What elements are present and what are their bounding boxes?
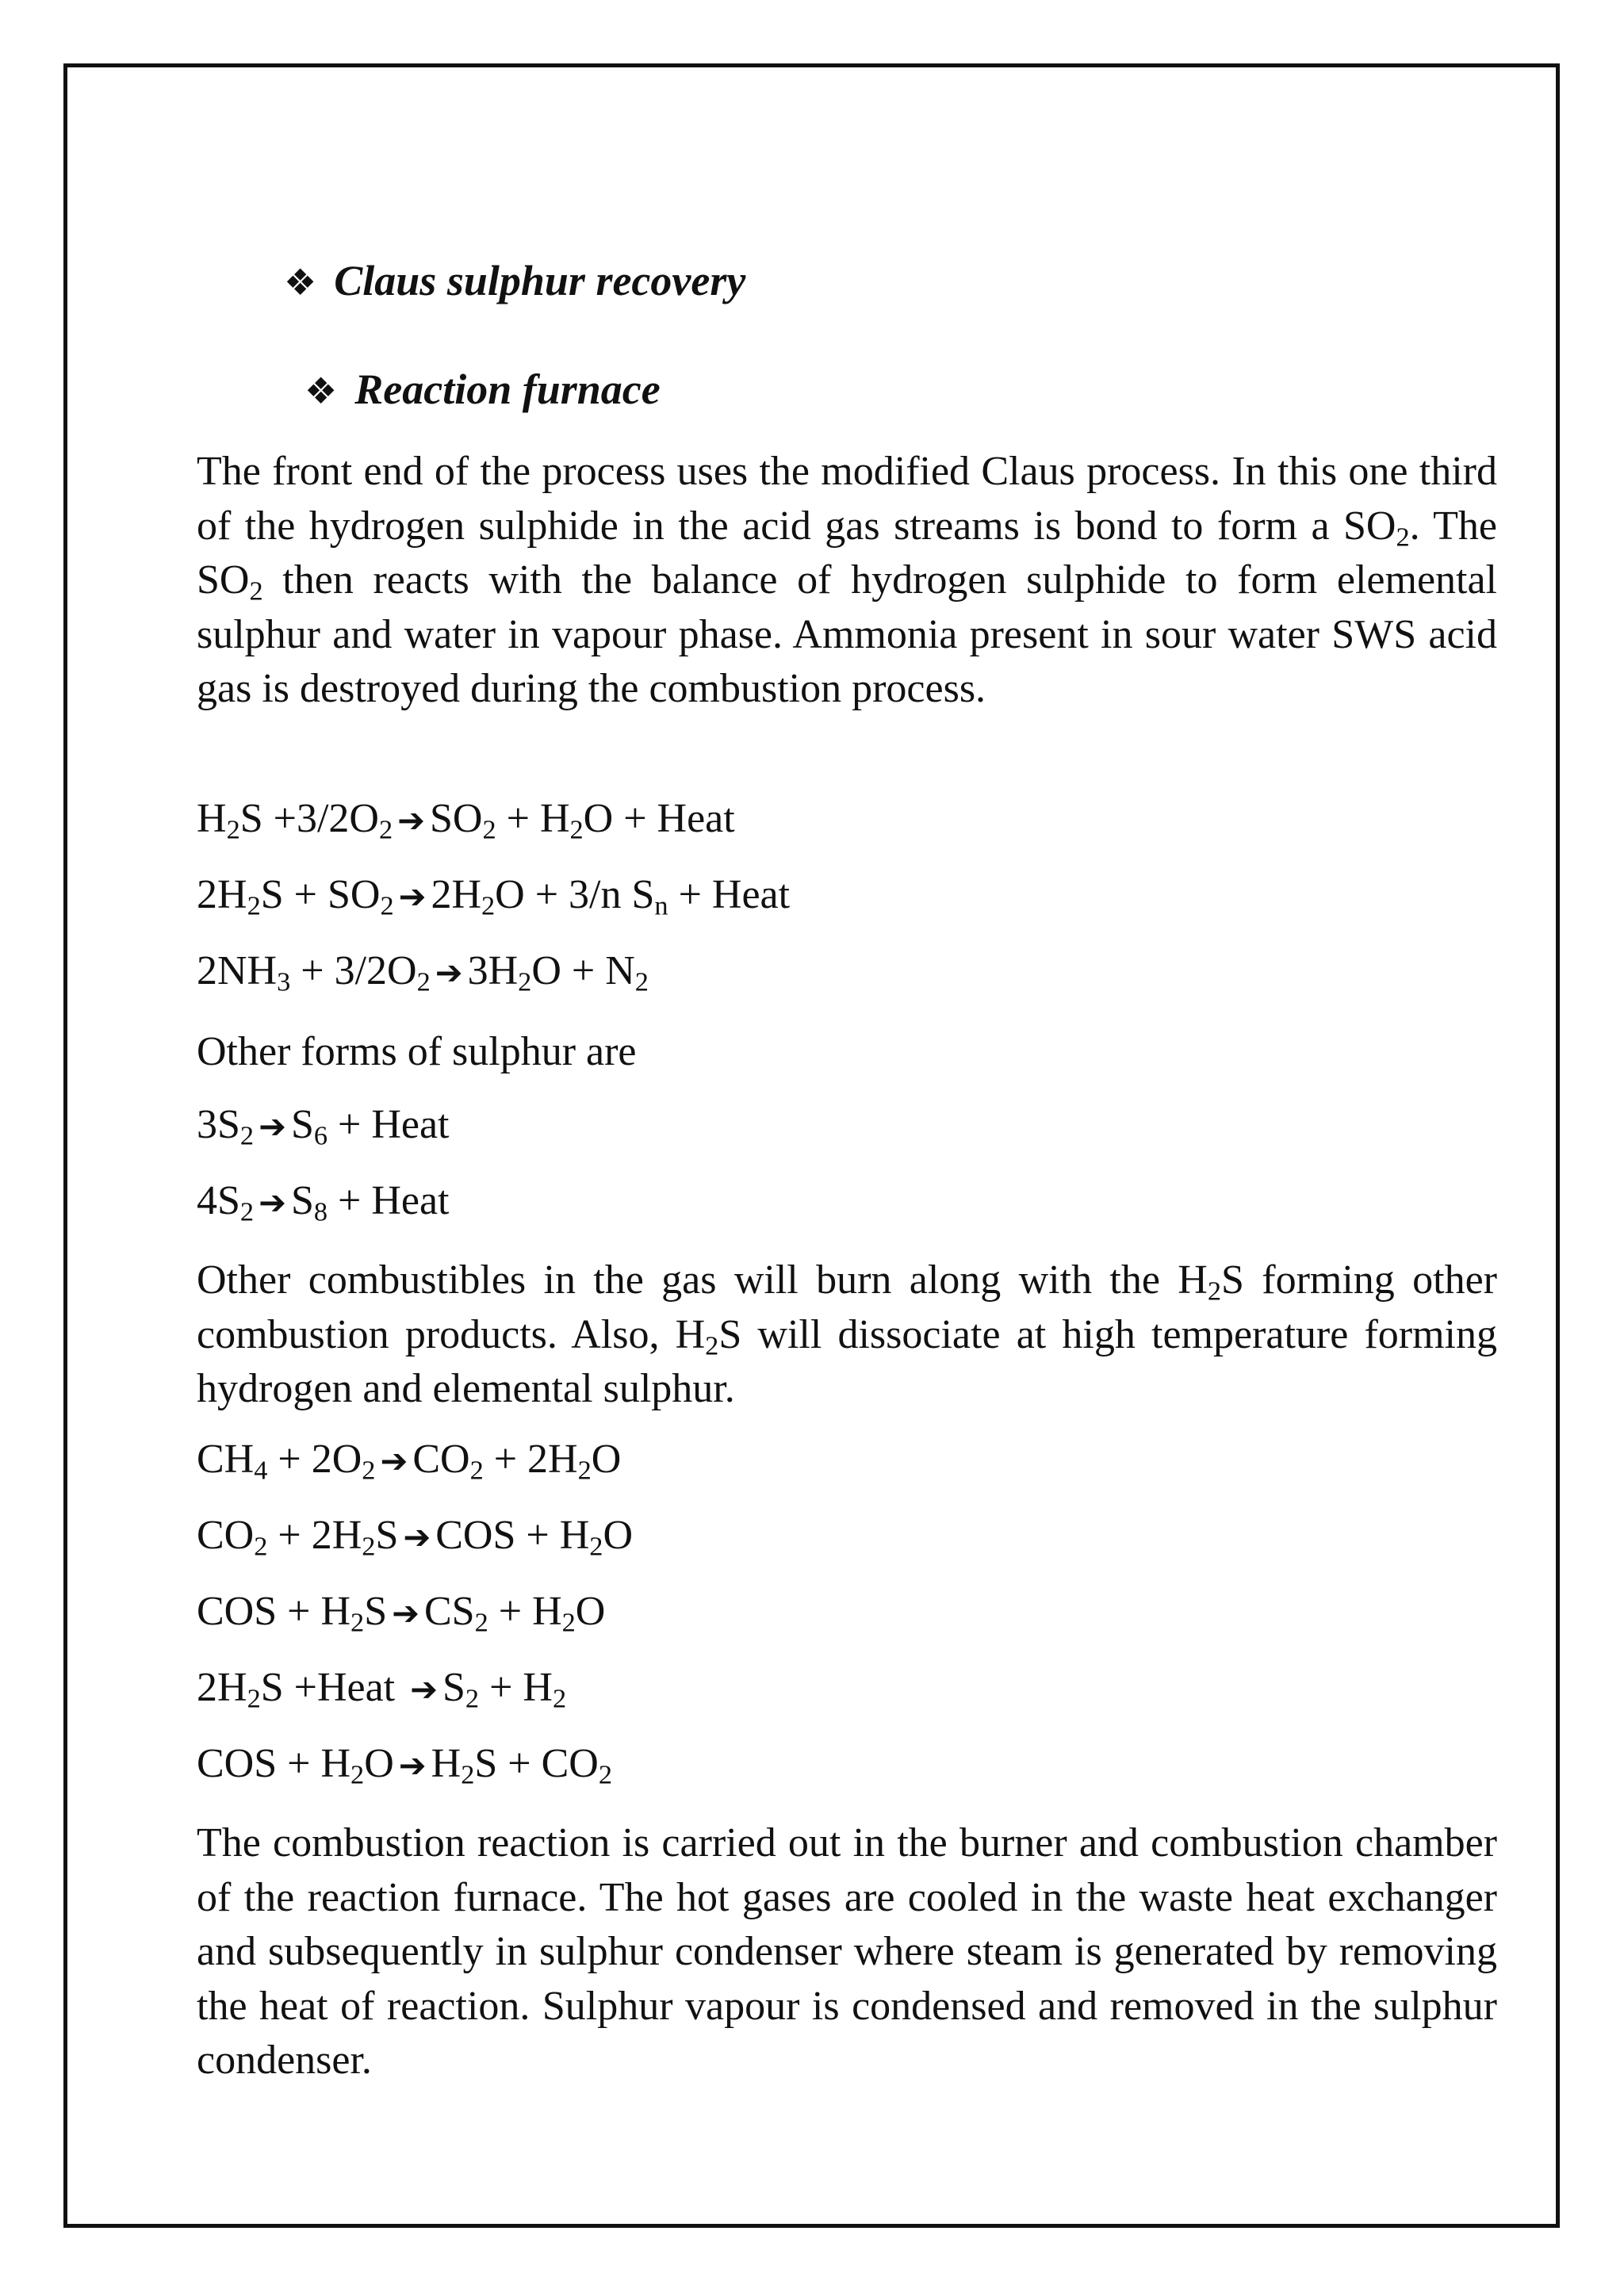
equation-text: + 2H <box>267 1513 362 1558</box>
equation-text: 2H <box>197 872 247 917</box>
equation-text: + H <box>488 1589 562 1634</box>
chemical-equation <box>197 1512 633 1561</box>
reaction-arrow-icon: ➔ <box>403 1517 431 1556</box>
equation-text: H <box>197 796 227 841</box>
intro-paragraph: The front end of the process uses the modified Claus process. In this one third of the hydrogen sulphide in the acid gas streams is bond to form a $SO_2$. The $SO_2$ then reacts with the balance of hydrogen sulphide to form elemental sulphur and water in vapour phase. Ammonia present in sour water SWS acid gas is destroyed during the combustion process. <box>197 449 1497 711</box>
chemical-equation <box>197 871 790 920</box>
chemical-equation <box>197 795 735 844</box>
equation-text: COS + H <box>197 1741 351 1786</box>
equation-text: S <box>364 1589 388 1634</box>
equation-text: COS + H <box>435 1513 590 1558</box>
chemical-equation <box>197 1740 612 1789</box>
heading-text: Claus sulphur recovery <box>334 257 746 304</box>
page-border <box>63 63 1560 2228</box>
equation-text: CO <box>412 1437 470 1482</box>
reaction-arrow-icon: ➔ <box>410 1670 438 1709</box>
equation-text: + 3/2O <box>290 948 417 993</box>
subscript: 2 <box>481 890 496 921</box>
equation-text: CS <box>423 1589 475 1634</box>
equation-text: 2H <box>431 872 482 917</box>
subscript: 2 <box>469 1455 484 1486</box>
equation-text: O + Heat <box>583 796 735 841</box>
reaction-arrow-icon: ➔ <box>398 1746 427 1785</box>
subscript: 2 <box>254 1531 268 1562</box>
subscript: 2 <box>226 814 240 845</box>
equation-text: + H <box>479 1665 553 1710</box>
subscript: n <box>654 890 668 921</box>
heading-claus-sulphur-recovery <box>284 256 745 305</box>
equation-text: + Heat <box>327 1178 450 1223</box>
equation-text: 2NH <box>197 948 278 993</box>
closing-paragraph: The combustion reaction is carried out in the burner and combustion chamber of the reaction furnace. The hot gases are cooled in the waste heat exchanger and subsequently in sulphur condenser where steam is generated by removing the heat of reaction. Sulphur vapour is condensed and removed in the sulphur condenser. <box>197 1820 1497 2083</box>
subscript: 2 <box>561 1607 576 1638</box>
equation-text: 3S <box>197 1102 240 1147</box>
subscript: 2 <box>474 1607 488 1638</box>
subscript: 2 <box>247 890 261 921</box>
equation-text: S <box>290 1178 314 1223</box>
subscript: 2 <box>589 1531 603 1562</box>
equation-text: O <box>591 1437 622 1482</box>
subscript: 8 <box>313 1196 328 1227</box>
reaction-arrow-icon: ➔ <box>392 1594 419 1632</box>
subscript: 2 <box>380 890 394 921</box>
combustibles-paragraph: Other combustibles in the gas will burn along with the $H_2S$ forming other combustion products. Also, $H_2S$ will dissociate at high temperature forming hydrogen and elemental sulphur. <box>197 1257 1498 1411</box>
equation-text: S <box>290 1102 314 1147</box>
equation-text: O <box>575 1589 606 1634</box>
subscript: 2 <box>518 966 532 997</box>
subscript: 2 <box>465 1683 480 1714</box>
equation-text: S +3/2O <box>239 796 379 841</box>
equation-text: + Heat <box>668 872 791 917</box>
heading-text: Reaction furnace <box>354 365 661 413</box>
equation-text: S + SO <box>260 872 381 917</box>
subscript: 3 <box>277 966 291 997</box>
chemical-equation <box>197 947 649 997</box>
equation-text: 4S <box>197 1178 240 1223</box>
subscript: 2 <box>634 966 649 997</box>
subscript: 2 <box>362 1531 376 1562</box>
equation-text: O <box>603 1513 633 1558</box>
subscript: 2 <box>239 1120 255 1151</box>
reaction-arrow-icon: ➔ <box>259 1183 286 1222</box>
chemical-equation <box>197 1436 621 1485</box>
other-forms-line: Other forms of sulphur are <box>197 1029 637 1074</box>
reaction-arrow-icon: ➔ <box>398 877 427 916</box>
chemical-equation <box>197 1101 450 1150</box>
equation-text: S <box>442 1665 465 1710</box>
equation-text: + 2O <box>267 1437 362 1482</box>
diamond-bullet-icon: ❖ <box>304 371 338 411</box>
diamond-bullet-icon: ❖ <box>284 262 317 303</box>
equation-text: O + 3/n S <box>495 872 655 917</box>
subscript: 2 <box>598 1759 612 1790</box>
equation-text: O + N <box>531 948 635 993</box>
subscript: 2 <box>362 1455 376 1486</box>
subscript: 6 <box>313 1120 328 1151</box>
subscript: 4 <box>254 1455 268 1486</box>
equation-text: H <box>431 1741 462 1786</box>
reaction-arrow-icon: ➔ <box>259 1107 286 1146</box>
subscript: 2 <box>569 814 584 845</box>
equation-text: + 2H <box>483 1437 578 1482</box>
reaction-arrow-icon: ➔ <box>435 953 463 992</box>
subscript: 2 <box>577 1455 592 1486</box>
equation-text: + Heat <box>327 1102 450 1147</box>
equation-text: S <box>375 1513 399 1558</box>
subscript: 2 <box>416 966 431 997</box>
reaction-arrow-icon: ➔ <box>380 1441 408 1480</box>
subscript: 2 <box>247 1683 261 1714</box>
equation-text: SO <box>429 796 483 841</box>
equation-text: 2H <box>197 1665 247 1710</box>
subscript: 2 <box>350 1607 365 1638</box>
equation-text: CO <box>197 1513 255 1558</box>
subscript: 2 <box>378 814 393 845</box>
reaction-arrow-icon: ➔ <box>397 801 425 840</box>
chemical-equation <box>197 1588 605 1637</box>
heading-reaction-furnace <box>304 365 661 414</box>
equation-text: CH <box>197 1437 255 1482</box>
chemical-equation <box>197 1664 566 1713</box>
subscript: 2 <box>350 1759 365 1790</box>
equation-text: 3H <box>467 948 519 993</box>
subscript: 2 <box>461 1759 475 1790</box>
equation-text: S +Heat <box>260 1665 406 1710</box>
chemical-equation <box>197 1177 450 1226</box>
subscript: 2 <box>482 814 496 845</box>
equation-text: COS + H <box>197 1589 351 1634</box>
equation-text: O <box>364 1741 394 1786</box>
equation-text: S + CO <box>474 1741 599 1786</box>
subscript: 2 <box>239 1196 255 1227</box>
subscript: 2 <box>552 1683 567 1714</box>
equation-text: + H <box>496 796 570 841</box>
